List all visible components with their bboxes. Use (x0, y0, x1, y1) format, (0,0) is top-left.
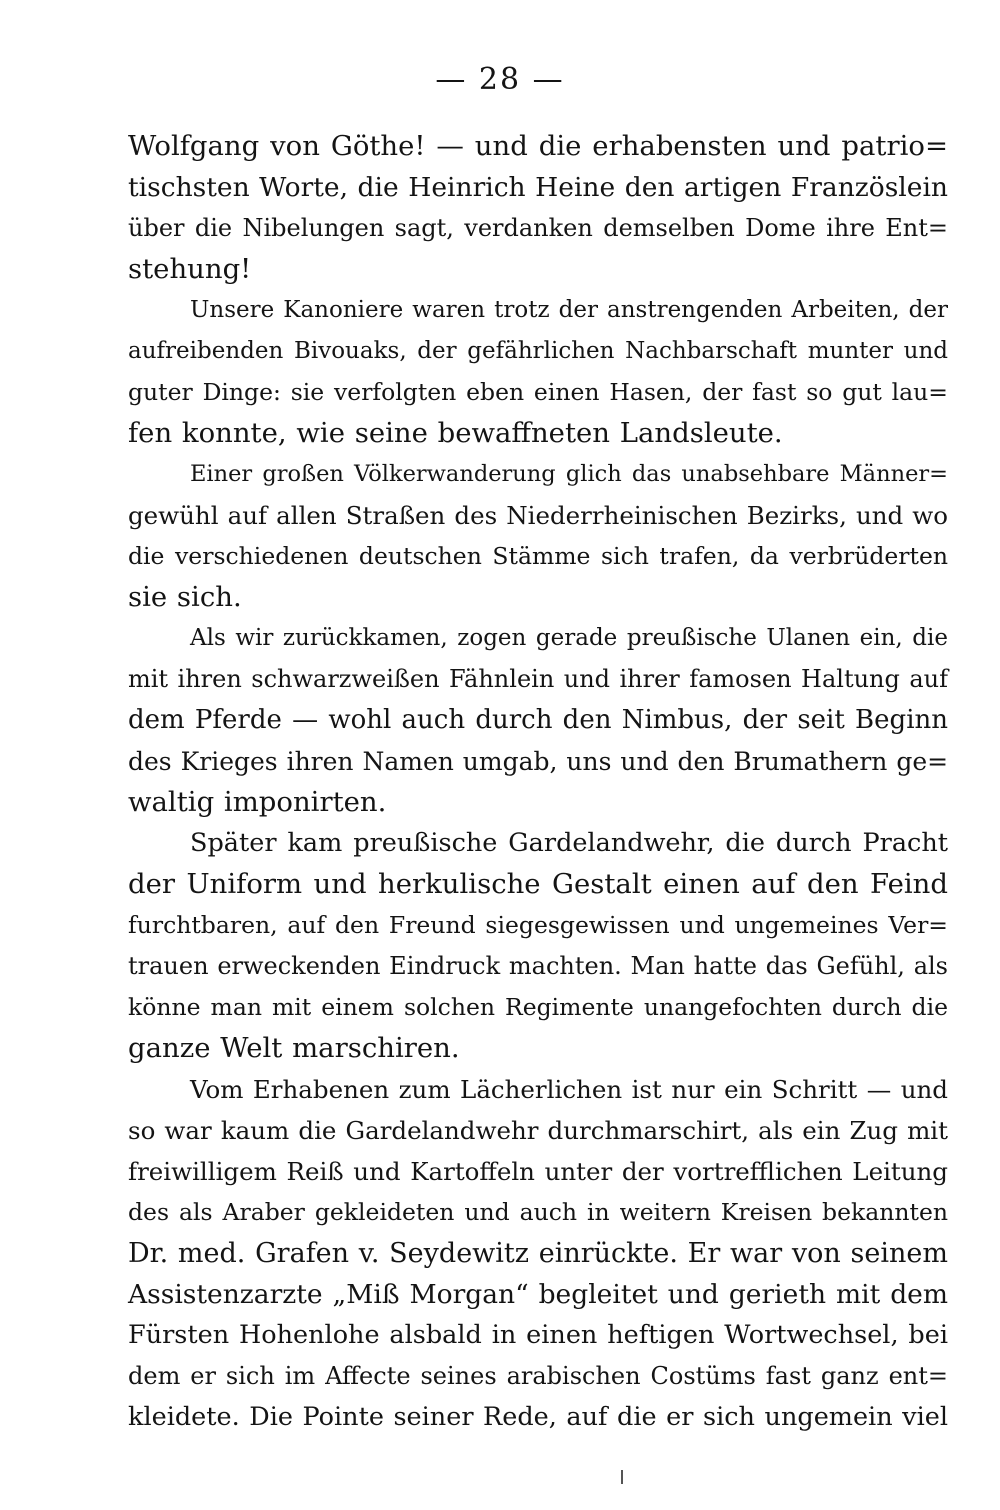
text-line: furchtbaren, auf den Freund siegesgewissen und ungemeines Ver= (128, 911, 948, 939)
text-line: freiwilligem Reiß und Kartoffeln unter der vortrefflichen Leitung (128, 1157, 948, 1186)
text-line: trauen erweckenden Eindruck machten. Man hatte das Gefühl, als (128, 952, 948, 980)
text-line: Assistenzarzte „Miß Morgan“ begleitet und gerieth mit dem (128, 1279, 948, 1310)
text-line: waltig imponirten. (128, 786, 387, 818)
text-line: so war kaum die Gardelandwehr durchmarschirt, als ein Zug mit (128, 1116, 948, 1145)
paragraph (128, 454, 948, 618)
text-line: Als wir zurückkamen, zogen gerade preußische Ulanen ein, die (190, 625, 948, 651)
text-line: die verschiedenen deutschen Stämme sich trafen, da verbrüderten (128, 542, 948, 570)
paragraph (128, 1069, 948, 1438)
text-line: aufreibenden Bivouaks, der gefährlichen Nachbarschaft munter und (128, 338, 948, 364)
text-line: des als Araber gekleideten und auch in weitern Kreisen bekannten (128, 1198, 948, 1226)
paragraph (128, 126, 948, 290)
text-line: könne man mit einem solchen Regimente unangefochten durch die (128, 993, 948, 1021)
text-line: ganze Welt marschiren. (128, 1032, 460, 1064)
text-line: stehung! (128, 253, 252, 285)
text-line: kleidete. Die Pointe seiner Rede, auf die er sich ungemein viel (128, 1402, 948, 1432)
paragraph (128, 823, 948, 1069)
text-line: sie sich. (128, 581, 242, 613)
text-line: gewühl auf allen Straßen des Niederrheinischen Bezirks, und wo (128, 501, 948, 530)
text-line: guter Dinge: sie verfolgten eben einen Hasen, der fast so gut lau= (128, 378, 948, 406)
page-number: — 28 — (435, 62, 565, 97)
text-line: Fürsten Hohenlohe alsbald in einen heftigen Wortwechsel, bei (128, 1320, 948, 1350)
text-line: Später kam preußische Gardelandwehr, die durch Pracht (190, 828, 948, 858)
text-line: mit ihren schwarzweißen Fähnlein und ihrer famosen Haltung auf (128, 665, 948, 693)
text-line: fen konnte, wie seine bewaffneten Landsleute. (128, 417, 783, 449)
text-line: Unsere Kanoniere waren trotz der anstrengenden Arbeiten, der (190, 297, 948, 323)
text-line: der Uniform und herkulische Gestalt einen auf den Feind (128, 868, 948, 900)
paragraph (128, 290, 948, 454)
text-line: über die Nibelungen sagt, verdanken demselben Dome ihre Ent= (128, 214, 948, 242)
text-line: Einer großen Völkerwanderung glich das unabsehbare Männer= (190, 461, 948, 487)
paragraph (128, 618, 948, 823)
text-line: dem er sich im Affecte seines arabischen Costüms fast ganz ent= (128, 1362, 948, 1390)
body-text (128, 126, 948, 1438)
text-line: dem Pferde — wohl auch durch den Nimbus, der seit Beginn (128, 705, 948, 735)
text-line: Wolfgang von Göthe! — und die erhabensten und patrio= (128, 130, 948, 162)
ink-mark (621, 1470, 623, 1484)
text-line: Vom Erhabenen zum Lächerlichen ist nur ein Schritt — und (190, 1075, 948, 1104)
text-line: Dr. med. Grafen v. Seydewitz einrückte. Er war von seinem (128, 1238, 948, 1269)
text-line: des Krieges ihren Namen umgab, uns und den Brumathern ge= (128, 747, 949, 776)
text-line: tischsten Worte, die Heinrich Heine den artigen Französlein (128, 172, 948, 203)
